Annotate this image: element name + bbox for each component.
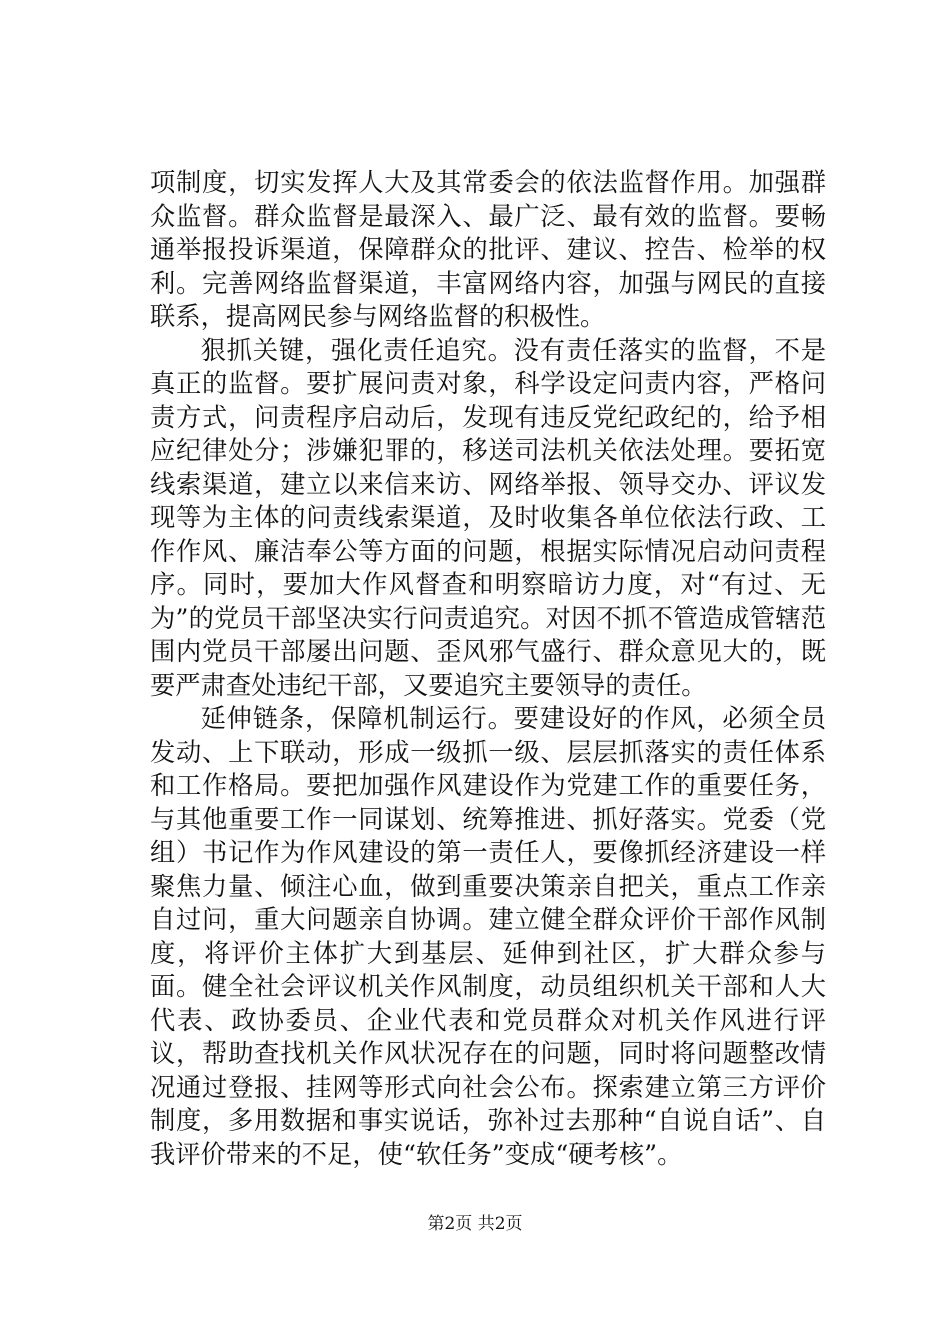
page-footer: 第2页 共2页	[427, 1214, 523, 1234]
paragraph-2: 狠抓关键，强化责任追究。没有责任落实的监督，不是真正的监督。要扩展问责对象，科学设定问责内容，严格问责方式，问责程序启动后，发现有违反党纪政纪的，给予相应纪律处分；涉嫌犯罪的，移送司法机关依法处理。要拓宽线索渠道，建立以来信来访、网络举报、领导交办、评议发现等为主体的问责线索渠道，及时收集各单位依法行政、工作作风、廉洁奉公等方面的问题，根据实际情况启动问责程序。同时，要加大作风督查和明察暗访力度，对“有过、无为”的党员干部坚决实行问责追究。对因不抓不管造成管辖范围内党员干部屡出问题、歪风邪气盛行、群众意见大的，既要严肃查处违纪干部，又要追究主要领导的责任。	[150, 335, 826, 700]
paragraph-3: 延伸链条，保障机制运行。要建设好的作风，必须全员发动、上下联动，形成一级抓一级、层层抓落实的责任体系和工作格局。要把加强作风建设作为党建工作的重要任务，与其他重要工作一同谋划、统筹推进、抓好落实。党委（党组）书记作为作风建设的第一责任人，要像抓经济建设一样聚焦力量、倾注心血，做到重要决策亲自把关，重点工作亲自过问，重大问题亲自协调。建立健全群众评价干部作风制度，将评价主体扩大到基层、延伸到社区，扩大群众参与面。健全社会评议机关作风制度，动员组织机关干部和人大代表、政协委员、企业代表和党员群众对机关作风进行评议，帮助查找机关作风状况存在的问题，同时将问题整改情况通过登报、挂网等形式向社会公布。探索建立第三方评价制度，多用数据和事实说话，弥补过去那种“自说自话”、自我评价带来的不足，使“软任务”变成“硬考核”。	[150, 704, 826, 1169]
paragraph-1: 项制度，切实发挥人大及其常委会的依法监督作用。加强群众监督。群众监督是最深入、最广泛、最有效的监督。要畅通举报投诉渠道，保障群众的批评、建议、控告、检举的权利。完善网络监督渠道，丰富网络内容，加强与网民的直接联系，提高网民参与网络监督的积极性。	[150, 168, 826, 331]
document-body	[150, 166, 826, 1171]
